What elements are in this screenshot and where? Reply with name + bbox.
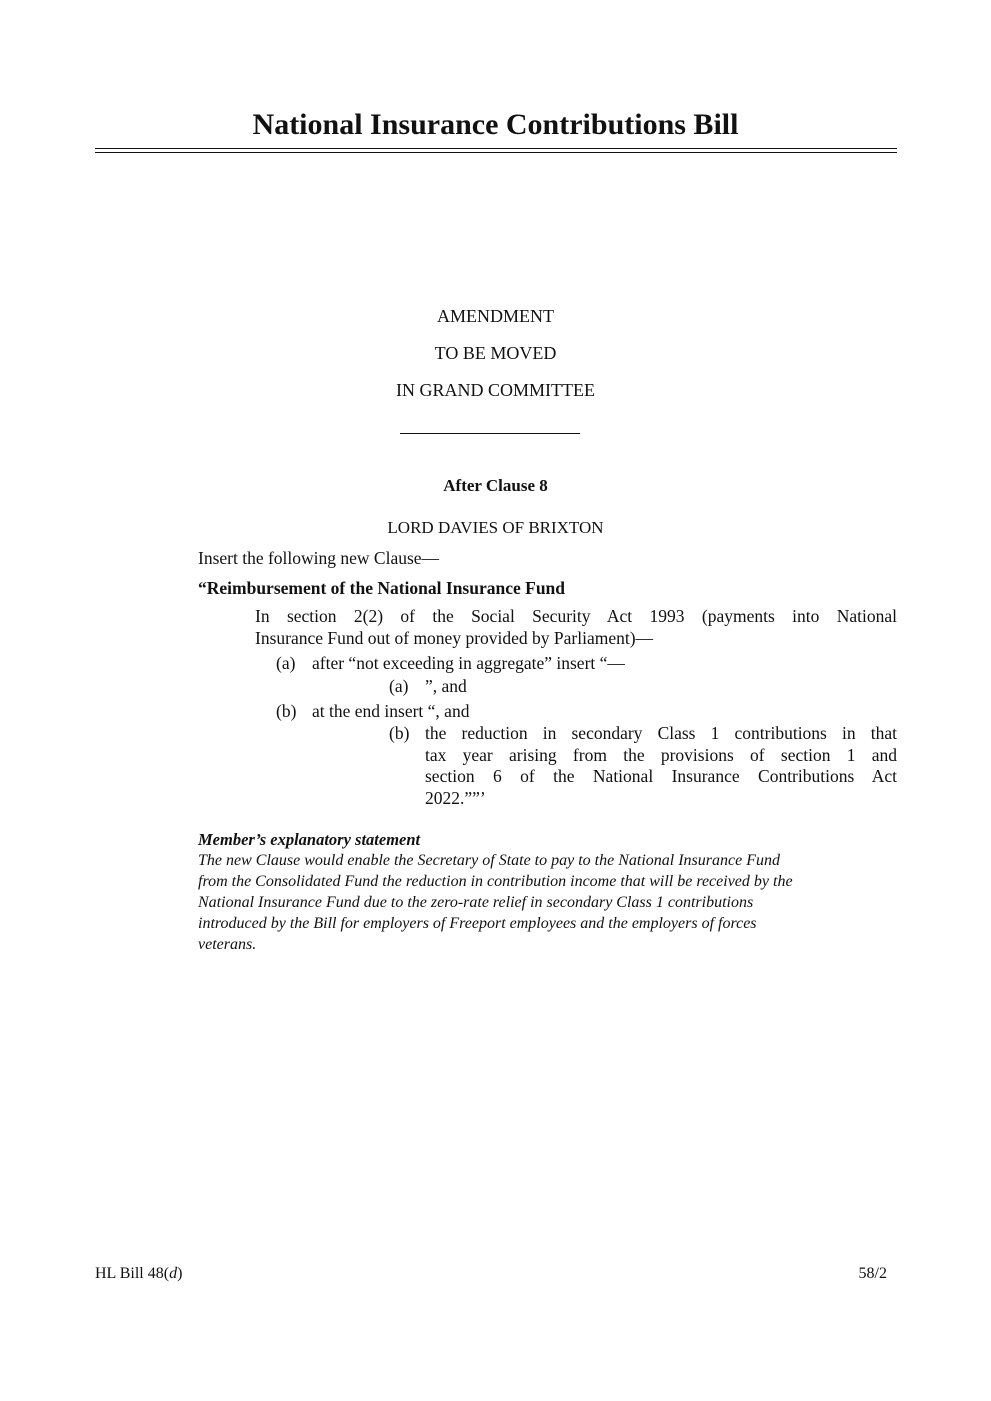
subparagraph-b-line: 2022.””’ <box>425 788 486 808</box>
paragraph-a-label: (a) <box>276 653 296 673</box>
clause-reference: After Clause 8 <box>443 476 548 495</box>
page-reference: 58/2 <box>858 1265 887 1282</box>
paragraph-b-text: at the end insert “, and <box>312 701 470 721</box>
section-divider <box>400 433 580 434</box>
document-title: National Insurance Contributions Bill <box>252 108 739 141</box>
subparagraph-b-line: the reduction in secondary Class 1 contributions in that <box>425 723 897 743</box>
bill-ref-prefix: HL Bill 48( <box>95 1265 170 1282</box>
heading-amendment: AMENDMENT <box>437 306 554 326</box>
subparagraph-a-text: ”, and <box>425 676 467 696</box>
paragraph-b-label: (b) <box>276 701 297 721</box>
new-clause-title: “Reimbursement of the National Insurance Fund <box>198 578 566 598</box>
explanatory-line: introduced by the Bill for employers of Freeport employees and the employers of forces <box>198 915 757 932</box>
explanatory-heading: Member’s explanatory statement <box>198 830 421 849</box>
bill-reference <box>95 1265 182 1283</box>
subparagraph-b-line: tax year arising from the provisions of section 1 and <box>425 745 897 765</box>
mover-name: LORD DAVIES OF BRIXTON <box>387 518 604 537</box>
heading-grand-committee: IN GRAND COMMITTEE <box>396 380 595 400</box>
subparagraph-b-line: section 6 of the National Insurance Contributions Act <box>425 766 897 786</box>
title-rule-bottom <box>95 152 897 153</box>
clause-intro-line: Insurance Fund out of money provided by Parliament)— <box>255 628 654 648</box>
title-rule-top <box>95 148 897 149</box>
explanatory-line: National Insurance Fund due to the zero-rate relief in secondary Class 1 contributions <box>198 894 754 911</box>
explanatory-line: The new Clause would enable the Secretary of State to pay to the National Insurance Fund <box>198 852 780 869</box>
bill-ref-suffix: ) <box>177 1265 183 1282</box>
paragraph-a-text: after “not exceeding in aggregate” insert “— <box>312 653 625 673</box>
instruction: Insert the following new Clause— <box>198 548 440 568</box>
bill-ref-letter: d <box>169 1265 178 1282</box>
explanatory-line: from the Consolidated Fund the reduction in contribution income that will be received by the <box>198 873 793 890</box>
clause-intro-line: In section 2(2) of the Social Security Act 1993 (payments into National <box>255 606 897 626</box>
explanatory-line: veterans. <box>198 936 257 953</box>
subparagraph-a-label: (a) <box>389 676 409 696</box>
heading-to-be-moved: TO BE MOVED <box>434 343 557 363</box>
subparagraph-b-label: (b) <box>389 723 410 743</box>
